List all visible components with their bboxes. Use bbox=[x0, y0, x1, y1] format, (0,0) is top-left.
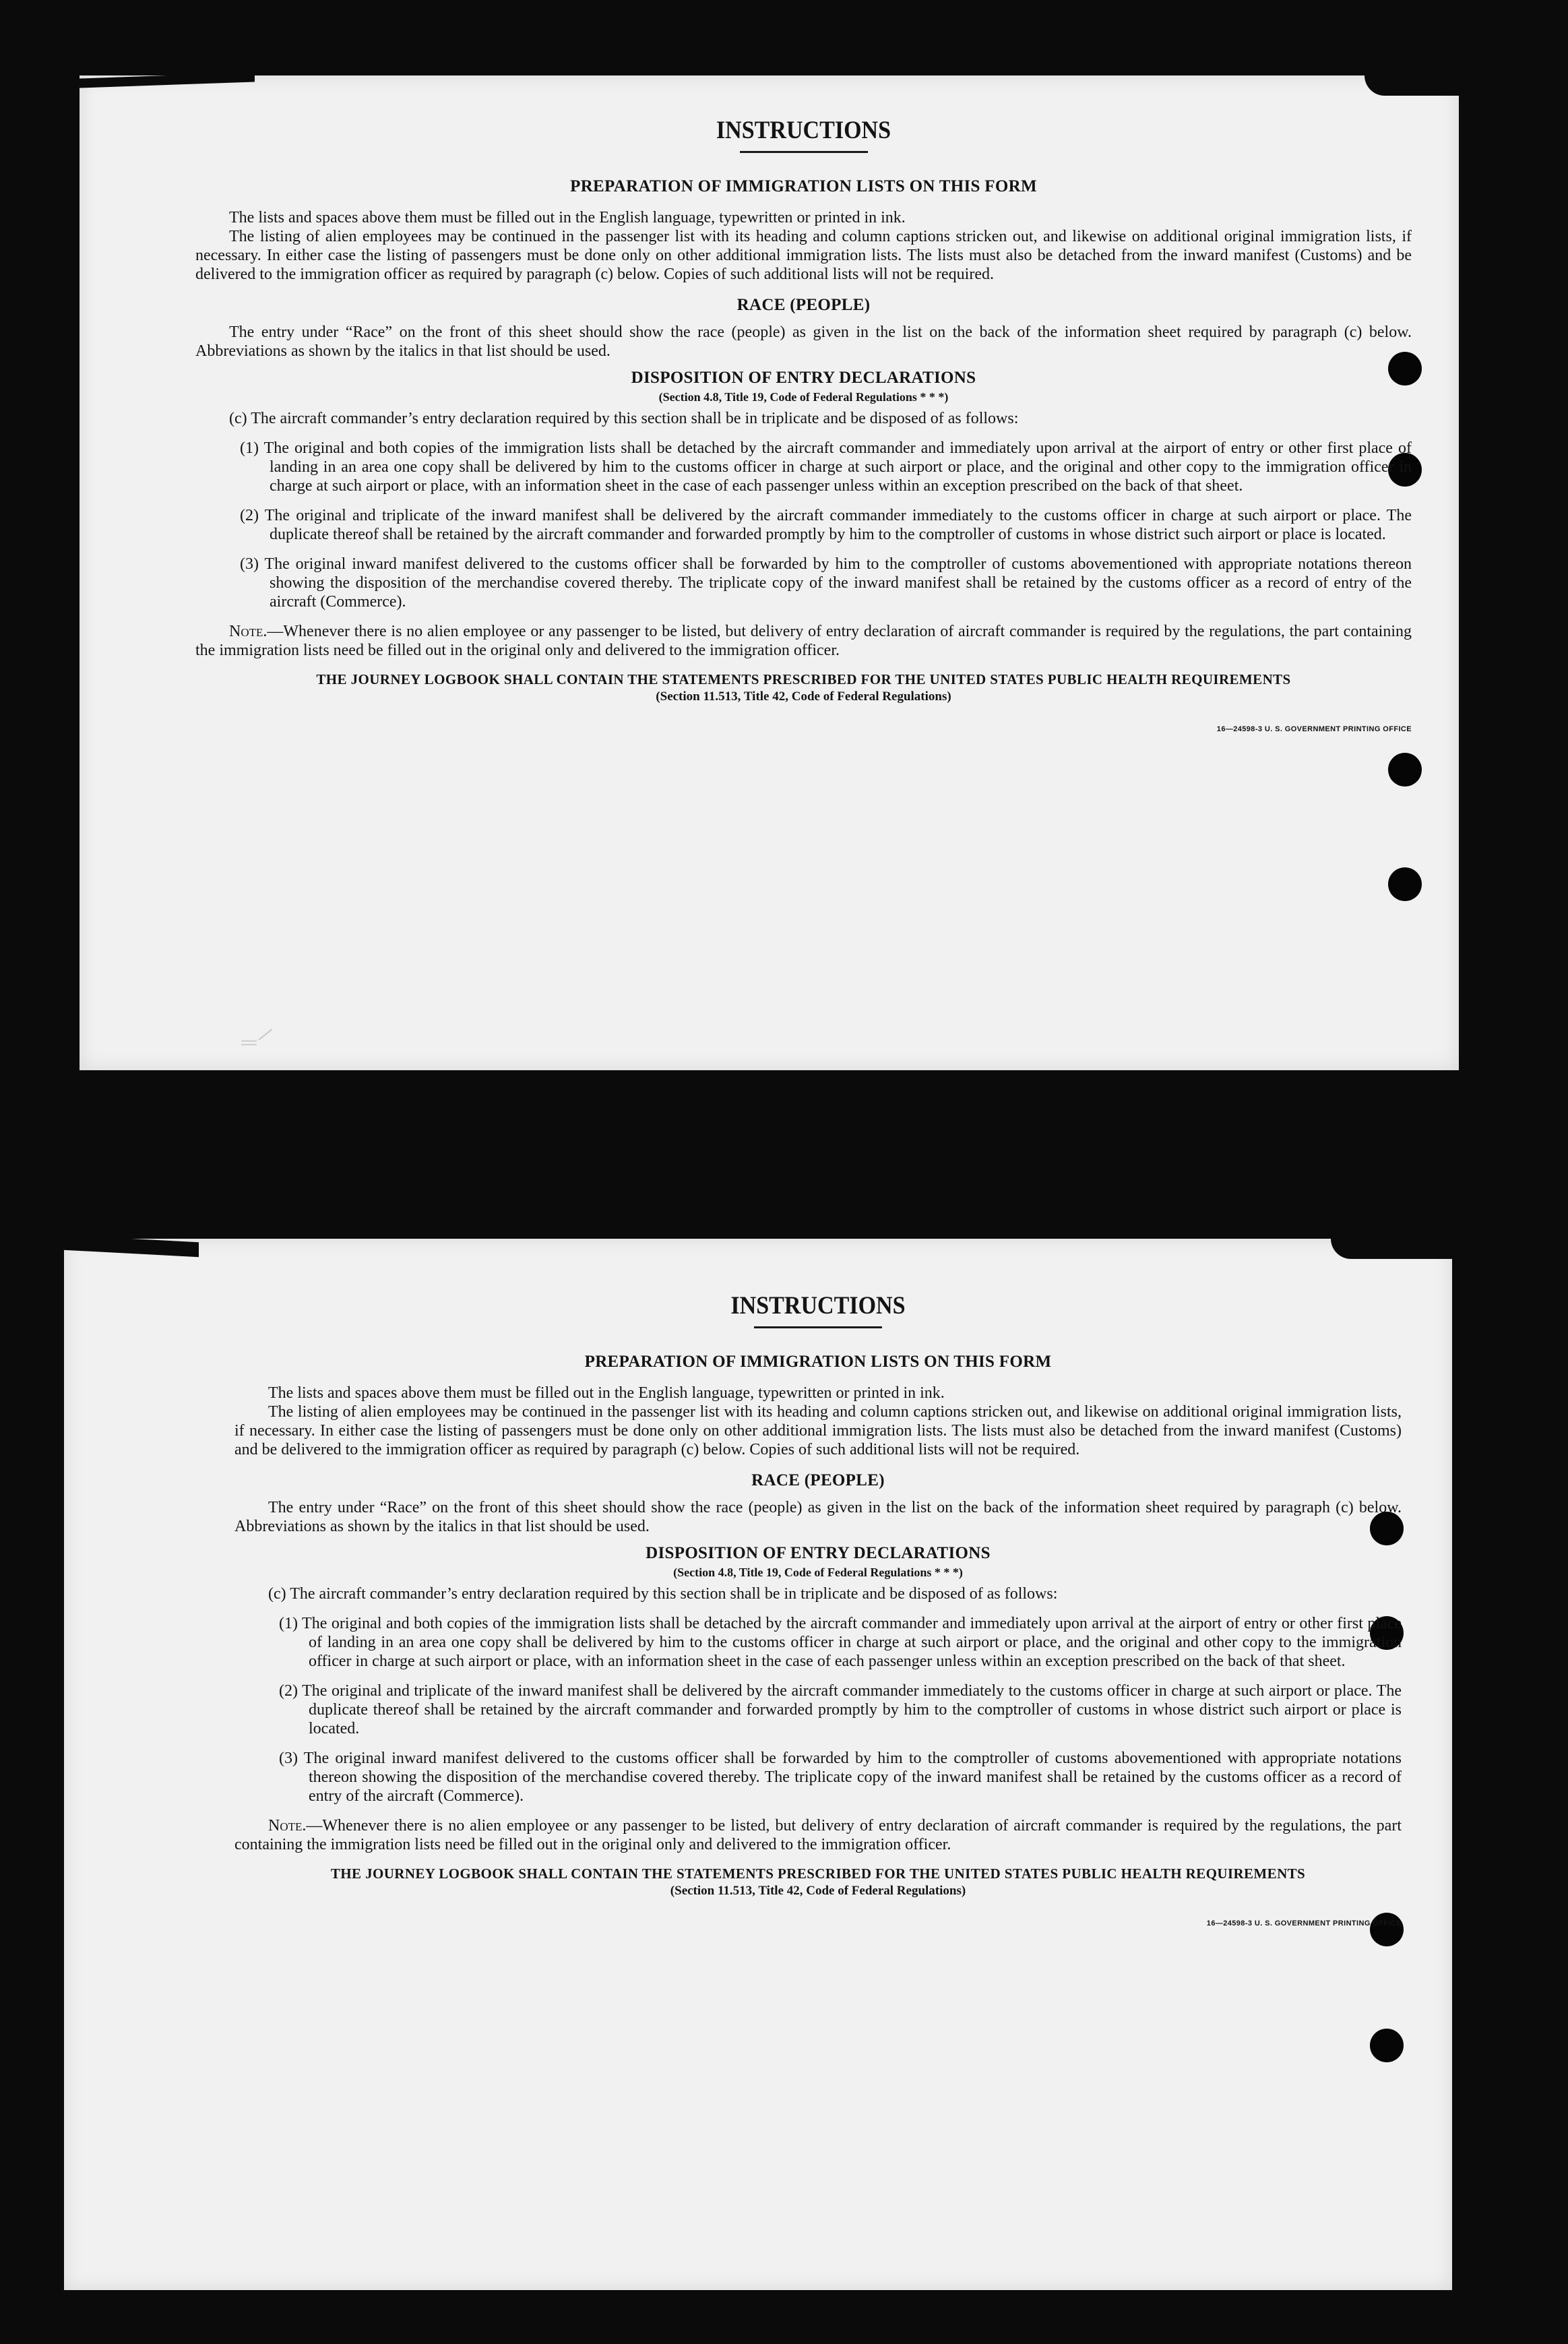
instructions-content bbox=[234, 1291, 1402, 1927]
printer-imprint: 16—24598-3 U. S. GOVERNMENT PRINTING OFFICE bbox=[1216, 725, 1412, 733]
printer-imprint: 16—24598-3 U. S. GOVERNMENT PRINTING OFFICE bbox=[1206, 1919, 1402, 1927]
journey-logbook-citation: (Section 11.513, Title 42, Code of Federal Regulations) bbox=[656, 689, 951, 704]
note-text: —Whenever there is no alien employee or any passenger to be listed, but delivery of entry declaration of aircraft commander is required by the regulations, the part containing the immigration lists need be filled out in the original only and delivered to the immigration officer. bbox=[195, 623, 1412, 659]
torn-edge bbox=[1331, 1239, 1452, 1259]
torn-edge bbox=[80, 75, 255, 88]
note-paragraph bbox=[234, 1816, 1402, 1854]
disposition-paragraph-c: (c) The aircraft commander’s entry declaration required by this section shall be in triplicate and be disposed of as follows: bbox=[268, 1585, 1058, 1603]
prep-heading: PREPARATION OF IMMIGRATION LISTS ON THIS FORM bbox=[570, 177, 1037, 195]
disposition-citation: (Section 4.8, Title 19, Code of Federal Regulations * * *) bbox=[673, 1566, 963, 1579]
page-title: INSTRUCTIONS bbox=[730, 1292, 906, 1320]
disposition-citation: (Section 4.8, Title 19, Code of Federal Regulations * * *) bbox=[658, 390, 949, 404]
title-rule bbox=[740, 151, 868, 153]
disposition-item-2: (2) The original and triplicate of the inward manifest shall be delivered by the aircraft commander immediately to the customs officer in charge at such airport or place. The duplicate thereof shall be retained by the aircraft commander and forwarded promptly by him to the comptroller of customs in whose district such airport or place is located. bbox=[240, 507, 1412, 543]
race-heading: RACE (PEOPLE) bbox=[751, 1471, 885, 1489]
prep-paragraph-2: The listing of alien employees may be continued in the passenger list with its heading and column captions stricken out, and likewise on additional original immigration lists, if necessary. In either case the listing of passengers must be done only on other additional immigration lists. The lists must also be detached from the inward manifest (Customs) and be delivered to the immigration officer as required by paragraph (c) below. Copies of such additional lists will not be required. bbox=[195, 228, 1412, 283]
punch-hole bbox=[1388, 753, 1422, 787]
torn-edge bbox=[64, 1239, 199, 1257]
instruction-sheet-top bbox=[80, 75, 1459, 1070]
torn-edge bbox=[1365, 75, 1459, 96]
punch-hole bbox=[1370, 2029, 1404, 2062]
disposition-item-1: (1) The original and both copies of the immigration lists shall be detached by the aircraft commander and immediately upon arrival at the airport of entry or other first place of landing in an area one copy shall be delivered by him to the customs officer in charge at such airport or place, and the original and other copy to the immigration officer in charge at such airport or place, with an information sheet in the case of each passenger unless within an exception prescribed on the back of that sheet. bbox=[279, 1615, 1402, 1670]
prep-heading: PREPARATION OF IMMIGRATION LISTS ON THIS FORM bbox=[584, 1353, 1052, 1371]
journey-logbook-citation: (Section 11.513, Title 42, Code of Federal Regulations) bbox=[670, 1884, 966, 1898]
title-rule bbox=[754, 1326, 882, 1328]
disposition-paragraph-c: (c) The aircraft commander’s entry declaration required by this section shall be in triplicate and be disposed of as follows: bbox=[229, 410, 1019, 427]
disposition-heading: DISPOSITION OF ENTRY DECLARATIONS bbox=[631, 369, 976, 387]
journey-logbook-statement: THE JOURNEY LOGBOOK SHALL CONTAIN THE STATEMENTS PRESCRIBED FOR THE UNITED STATES PUBLIC HEALTH REQUIREMENTS bbox=[330, 1865, 1306, 1882]
disposition-item-3: (3) The original inward manifest delivered to the customs officer shall be forwarded by him to the comptroller of customs abovementioned with appropriate notations thereon showing the disposition of the merchandise covered thereby. The triplicate copy of the inward manifest shall be retained by the customs officer as a record of entry of the aircraft (Commerce). bbox=[240, 555, 1412, 611]
instruction-sheet-bottom bbox=[64, 1239, 1452, 2290]
note-label: Note. bbox=[229, 623, 268, 640]
note-label: Note. bbox=[268, 1817, 307, 1834]
disposition-heading: DISPOSITION OF ENTRY DECLARATIONS bbox=[646, 1544, 991, 1562]
handwritten-scribble: ‗⸝ bbox=[241, 1009, 272, 1045]
race-paragraph: The entry under “Race” on the front of this sheet should show the race (people) as given in the list on the back of the information sheet required by paragraph (c) below. Abbreviations as shown by the italics in that list should be used. bbox=[195, 323, 1412, 360]
disposition-item-3: (3) The original inward manifest delivered to the customs officer shall be forwarded by him to the comptroller of customs abovementioned with appropriate notations thereon showing the disposition of the merchandise covered thereby. The triplicate copy of the inward manifest shall be retained by the customs officer as a record of entry of the aircraft (Commerce). bbox=[279, 1750, 1402, 1805]
prep-paragraph-1: The lists and spaces above them must be filled out in the English language, typewritten or printed in ink. bbox=[229, 209, 906, 226]
disposition-item-1: (1) The original and both copies of the immigration lists shall be detached by the aircraft commander and immediately upon arrival at the airport of entry or other first place of landing in an area one copy shall be delivered by him to the customs officer in charge at such airport or place, and the original and other copy to the immigration officer in charge at such airport or place, with an information sheet in the case of each passenger unless within an exception prescribed on the back of that sheet. bbox=[240, 439, 1412, 495]
prep-paragraph-2: The listing of alien employees may be continued in the passenger list with its heading and column captions stricken out, and likewise on additional original immigration lists, if necessary. In either case the listing of passengers must be done only on other additional immigration lists. The lists must also be detached from the inward manifest (Customs) and be delivered to the immigration officer as required by paragraph (c) below. Copies of such additional lists will not be required. bbox=[234, 1403, 1402, 1458]
journey-logbook-statement: THE JOURNEY LOGBOOK SHALL CONTAIN THE STATEMENTS PRESCRIBED FOR THE UNITED STATES PUBLIC HEALTH REQUIREMENTS bbox=[316, 671, 1291, 687]
instructions-content bbox=[195, 116, 1412, 733]
prep-paragraph-1: The lists and spaces above them must be filled out in the English language, typewritten or printed in ink. bbox=[268, 1384, 945, 1402]
race-paragraph: The entry under “Race” on the front of this sheet should show the race (people) as given in the list on the back of the information sheet required by paragraph (c) below. Abbreviations as shown by the italics in that list should be used. bbox=[234, 1499, 1402, 1535]
note-text: —Whenever there is no alien employee or any passenger to be listed, but delivery of entry declaration of aircraft commander is required by the regulations, the part containing the immigration lists need be filled out in the original only and delivered to the immigration officer. bbox=[234, 1817, 1402, 1853]
race-heading: RACE (PEOPLE) bbox=[736, 296, 871, 314]
disposition-item-2: (2) The original and triplicate of the inward manifest shall be delivered by the aircraft commander immediately to the customs officer in charge at such airport or place. The duplicate thereof shall be retained by the aircraft commander and forwarded promptly by him to the comptroller of customs in whose district such airport or place is located. bbox=[279, 1682, 1402, 1737]
page-title: INSTRUCTIONS bbox=[716, 117, 891, 144]
punch-hole bbox=[1388, 867, 1422, 901]
note-paragraph bbox=[195, 622, 1412, 660]
